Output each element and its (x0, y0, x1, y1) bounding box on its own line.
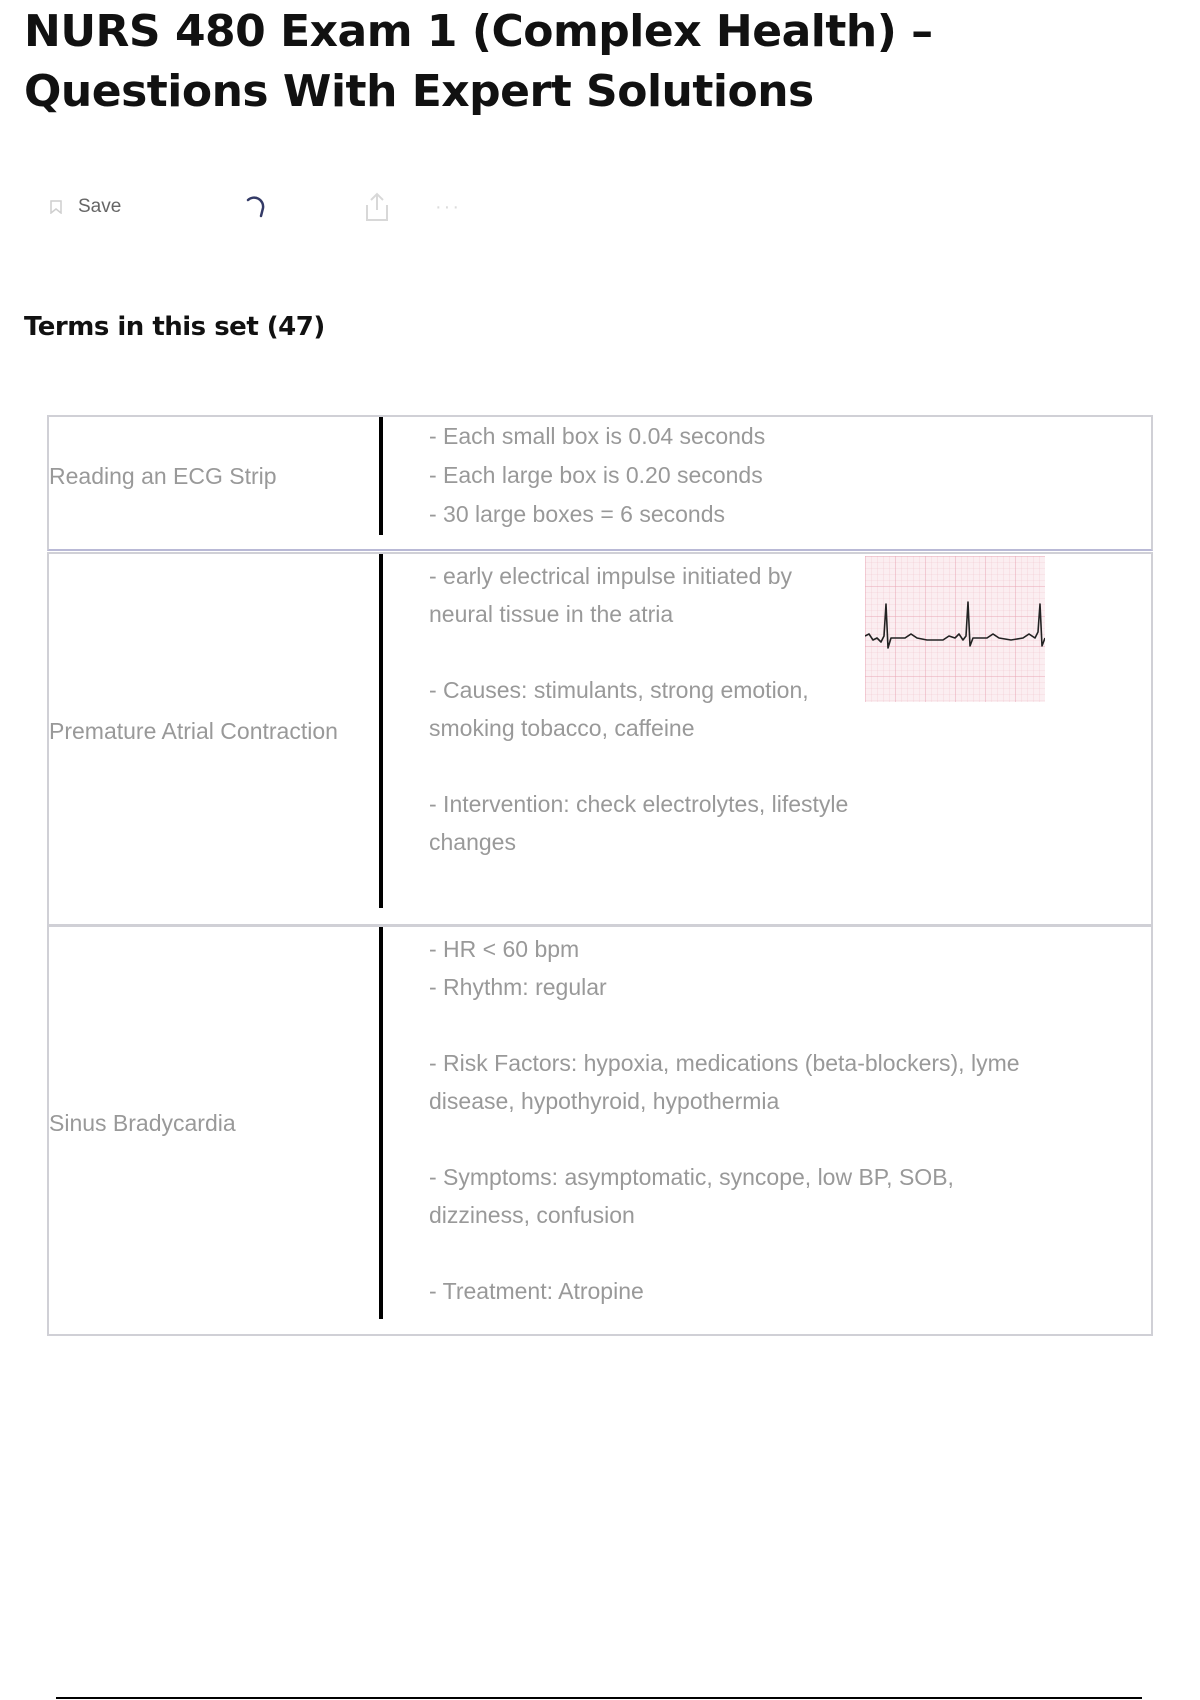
save-button[interactable] (50, 190, 121, 224)
more-icon: ··· (435, 195, 461, 218)
ecg-strip-image (865, 556, 1045, 702)
save-label: Save (78, 196, 122, 217)
toolbar (50, 190, 510, 224)
page-title: NURS 480 Exam 1 (Complex Health) – Questions With Expert Solutions (24, 6, 933, 117)
card-term: Reading an ECG Strip (49, 463, 277, 489)
flashcard-row (47, 415, 1153, 551)
card-divider (379, 417, 383, 535)
share-icon (364, 192, 390, 222)
page-footer-rule (56, 1697, 1142, 1699)
card-term: Sinus Bradycardia (49, 1110, 236, 1136)
card-divider (379, 927, 383, 1319)
card-divider (379, 554, 383, 908)
share-button[interactable] (364, 190, 390, 224)
more-button[interactable] (435, 190, 461, 224)
flashcard-row (47, 552, 1153, 926)
flashcard-row (47, 925, 1153, 1336)
bookmark-icon (50, 200, 62, 214)
card-definition: - Each small box is 0.04 seconds - Each large box is 0.20 seconds - 30 large boxes = 6 seconds (429, 423, 766, 527)
card-definition: - HR < 60 bpm - Rhythm: regular - Risk Factors: hypoxia, medications (beta-blockers), lyme disease, hypothyroid, hypothermia - Symptoms: asymptomatic, syncope, low BP, SOB, dizziness, confusion - Treatment: Atropine (429, 936, 1020, 1304)
terms-heading: Terms in this set (47) (24, 312, 325, 342)
loading-spinner-icon (244, 190, 268, 224)
card-definition: - early electrical impulse initiated by neural tissue in the atria - Causes: stimulants, strong emotion, smoking tobacco, caffeine - Intervention: check electrolytes, lifestyle changes (429, 563, 849, 855)
card-term: Premature Atrial Contraction (49, 718, 338, 744)
